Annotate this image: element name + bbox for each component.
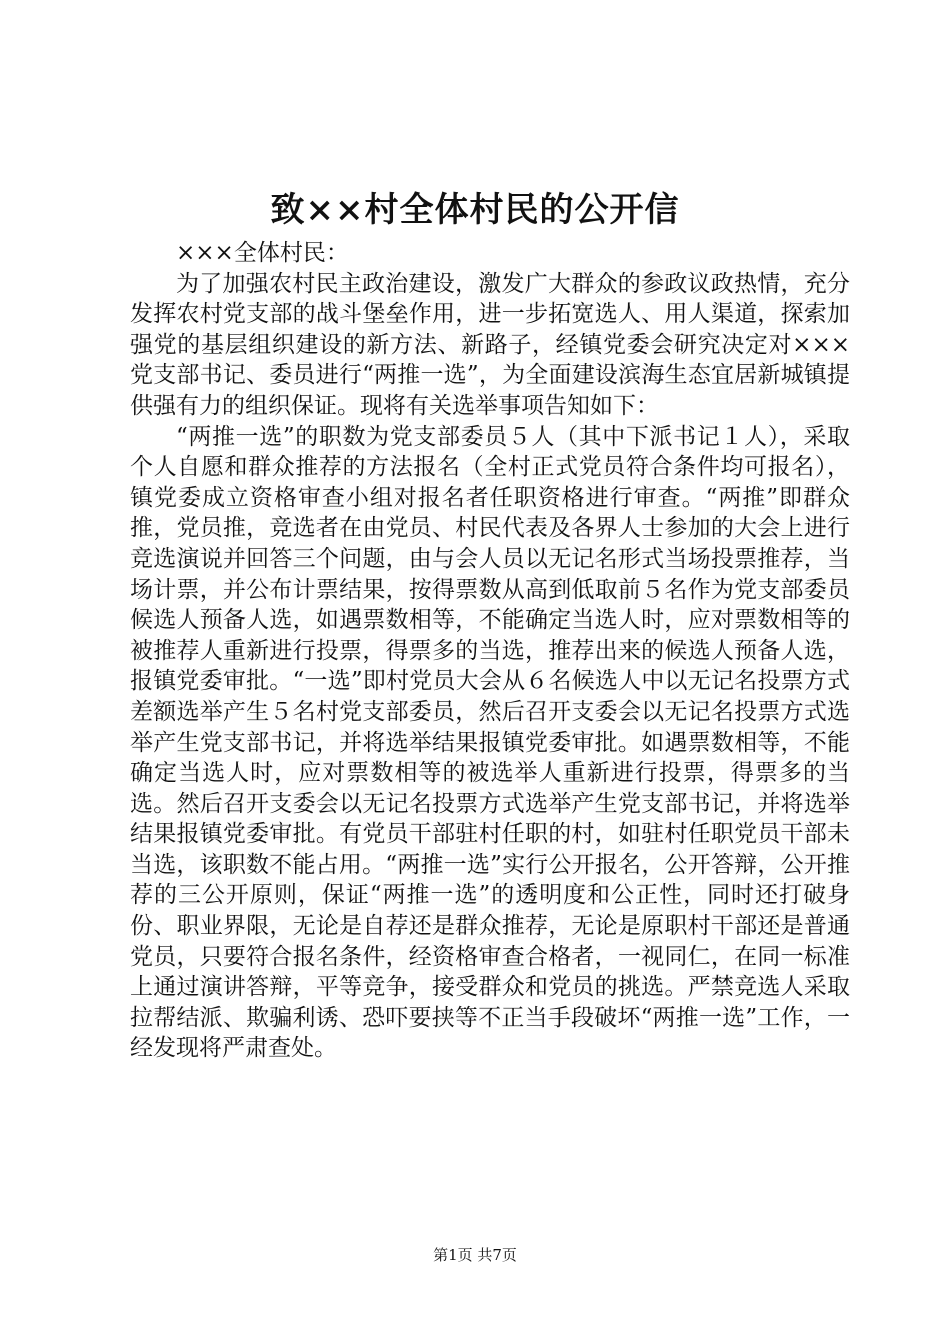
paragraph: 为了加强农村民主政治建设，激发广大群众的参政议政热情，充分发挥农村党支部的战斗堡垒作用，进一步拓宽选人、用人渠道，探索加强党的基层组织建设的新方法、新路子，经镇党委会研究决定对×××党支部书记、委员进行“两推一选”，为全面建设滨海生态宜居新城镇提供强有力的组织保证。现将有关选举事项告知如下： (130, 270, 850, 419)
salutation: ×××全体村民： (176, 240, 349, 266)
page-number-footer: 第1页 共7页 (433, 1246, 517, 1264)
document-title: 致××村全体村民的公开信 (270, 190, 680, 230)
paragraph: “两推一选”的职数为党支部委员５人（其中下派书记１人），采取个人自愿和群众推荐的方法报名（全村正式党员符合条件均可报名），镇党委成立资格审查小组对报名者任职资格进行审查。“两推”即群众推，党员推，竞选者在由党员、村民代表及各界人士参加的大会上进行竞选演说并回答三个问题，由与会人员以无记名形式当场投票推荐，当场计票，并公布计票结果，按得票数从高到低取前５名作为党支部委员候选人预备人选，如遇票数相等，不能确定当选人时，应对票数相等的被推荐人重新进行投票，得票多的当选，推荐出来的候选人预备人选，报镇党委审批。“一选”即村党员大会从６名候选人中以无记名投票方式差额选举产生５名村党支部委员，然后召开支委会以无记名投票方式选举产生党支部书记，并将选举结果报镇党委审批。如遇票数相等，不能确定当选人时，应对票数相等的被选举人重新进行投票，得票多的当选。然后召开支委会以无记名投票方式选举产生党支部书记，并将选举结果报镇党委审批。有党员干部驻村任职的村，如驻村任职党员干部未当选，该职数不能占用。“两推一选”实行公开报名，公开答辩，公开推荐的三公开原则，保证“两推一选”的透明度和公正性，同时还打破身份、职业界限，无论是自荐还是群众推荐，无论是原职村干部还是普通党员，只要符合报名条件，经资格审查合格者，一视同仁，在同一标准上通过演讲答辩，平等竞争，接受群众和党员的挑选。严禁竞选人采取拉帮结派、欺骗利诱、恐吓要挟等不正当手段破坏“两推一选”工作，一经发现将严肃查处。 (130, 423, 850, 1062)
document-body (130, 238, 850, 1064)
